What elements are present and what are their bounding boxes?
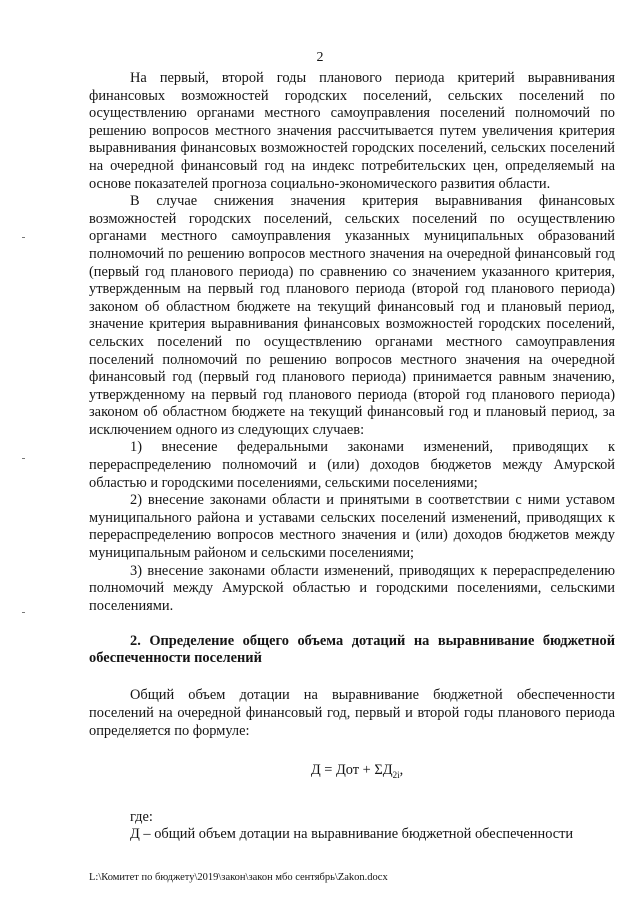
- list-item: 3) внесение законами области изменений, приводящих к перераспределению полномочий между Амурской областью и городскими поселениями, сельскими поселениями.: [89, 562, 615, 614]
- paragraph: На первый, второй годы планового периода критерий выравнивания финансовых возможностей городских поселений, сельских поселений по осуществлению органами местного самоуправления поселений полномочий по решению вопросов местного значения рассчитывается путем увеличения критерия выравнивания финансовых возможностей городских поселений, сельских поселений на очередной финансовый год на индекс потребительских цен, определяемый на основе показателей прогноза социально-экономического развития области.: [89, 70, 615, 192]
- formula: [89, 762, 615, 784]
- paragraph: Общий объем дотации на выравнивание бюджетной обеспеченности поселений на очередной финансовый год, первый и второй годы планового периода определяется по формуле:: [89, 687, 615, 739]
- binding-mark: [22, 458, 25, 459]
- formula-main: Д = Дот + ΣД: [310, 762, 393, 779]
- definition-line: Д – общий объем дотации на выравнивание бюджетной обеспеченности: [130, 826, 574, 843]
- paragraph: В случае снижения значения критерия выравнивания финансовых возможностей городских поселений, сельских поселений по осуществлению органами местного самоуправления указанных муниципальных образований полномочий по решению вопросов местного значения на очередной финансовый год (первый год планового периода) по сравнению со значением указанного критерия, утвержденным на первый год планового периода (второй год планового периода) законом об областном бюджете на текущий финансовый год и плановый период, значение критерия выравнивания финансовых возможностей городских поселений, сельских поселений по осуществлению органами местного самоуправления поселений полномочий по решению вопросов местного значения на очередной финансовый год (первый год планового периода) принимается равным значению, утвержденному на первый год планового периода (второй год планового периода) законом об областном бюджете на текущий финансовый год и плановый период, за исключением одного из следующих случаев:: [89, 193, 615, 438]
- list-item: 1) внесение федеральными законами изменений, приводящих к перераспределению полномочий и (или) доходов бюджетов между Амурской областью и городскими поселениями, сельскими поселениями;: [89, 439, 615, 491]
- formula-subscript: 2i: [392, 770, 400, 781]
- formula-tail: ,: [399, 762, 404, 779]
- section-heading: 2. Определение общего объема дотаций на выравнивание бюджетной обеспеченности поселений: [89, 633, 615, 667]
- page-number: 2: [316, 50, 324, 65]
- where-label: где:: [130, 808, 153, 825]
- footer-file-path: L:\Комитет по бюджету\2019\закон\закон мбо сентябрь\Zakon.docx: [89, 872, 388, 883]
- binding-mark: [22, 237, 25, 238]
- document-body: [89, 70, 615, 844]
- list-item: 2) внесение законами области и принятыми в соответствии с ними уставом муниципального района и уставами сельских поселений изменений, приводящих к перераспределению вопросов местного значения и (или) доходов бюджетов между муниципальным районом и сельскими поселениями;: [89, 492, 615, 562]
- binding-mark: [22, 612, 25, 613]
